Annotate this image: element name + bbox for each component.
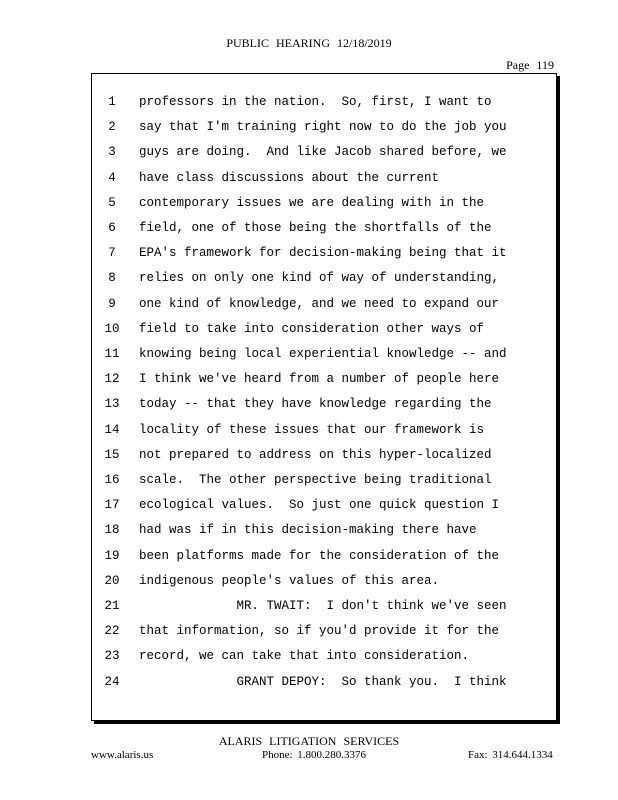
line-number: 5 [108,195,116,210]
transcript-line [92,644,556,669]
transcript-line [92,619,556,644]
line-text: field to take into consideration other ways of [139,321,485,336]
line-text: field, one of those being the shortfalls of the [139,221,492,235]
line-number: 4 [108,170,116,185]
line-text: guys are doing. And like Jacob shared before, we [139,145,507,160]
line-number: 20 [104,573,120,588]
line-number: 11 [104,347,120,361]
line-number: 19 [104,548,120,563]
line-text: say that I'm training right now to do the job you [139,120,507,135]
transcript-page-frame [91,73,557,721]
line-text: contemporary issues we are dealing with in the [139,195,485,210]
line-text: one kind of knowledge, and we need to expand our [139,296,500,311]
transcript-line [92,266,556,291]
transcript-line [92,418,556,443]
line-number: 3 [108,145,116,160]
transcript-line [92,468,556,493]
line-text: relies on only one kind of way of understanding, [139,271,500,286]
page-header-title: PUBLIC HEARING 12/18/2019 [226,36,392,50]
line-text: scale. The other perspective being traditional [139,473,492,487]
line-text: today -- that they have knowledge regarding the [139,397,492,412]
line-number: 12 [104,372,120,387]
line-text: record, we can take that into consideration. [139,649,470,664]
line-number: 13 [104,397,120,412]
line-text: had was if in this decision-making there have [139,523,477,538]
line-number: 2 [108,120,116,135]
transcript-line [92,594,556,619]
page-number: Page 119 [506,58,554,72]
line-text: EPA's framework for decision-making being that it [139,246,507,261]
footer-company: ALARIS LITIGATION SERVICES [218,734,400,748]
line-text: indigenous people's values of this area. [139,573,440,588]
line-text: GRANT DEPOY: So thank you. I think [139,674,507,689]
transcript-line [92,493,556,518]
line-number: 7 [108,246,116,261]
transcript-line [92,292,556,317]
transcript-line [92,115,556,140]
line-number: 10 [104,321,120,336]
line-text: I think we've heard from a number of people here [139,372,500,387]
line-text: that information, so if you'd provide it for the [139,624,500,639]
line-number: 15 [104,447,120,462]
transcript-line [92,216,556,241]
transcript-line [92,518,556,543]
line-text: not prepared to address on this hyper-localized [139,447,492,462]
line-number: 14 [104,422,120,437]
transcript-line [92,569,556,594]
footer-phone: Phone: 1.800.280.3376 [262,749,367,761]
transcript-line [92,342,556,367]
line-text: ecological values. So just one quick question I [139,498,500,513]
line-number: 24 [104,674,120,689]
line-number: 1 [108,95,116,109]
transcript-line [92,241,556,266]
line-number: 8 [108,271,116,286]
line-text: have class discussions about the current [139,170,440,185]
line-number: 21 [104,599,120,613]
transcript-line [92,443,556,468]
line-text: knowing being local experiential knowledge -- and [139,347,507,361]
transcript-line [92,140,556,165]
line-text: professors in the nation. So, first, I want to [139,95,492,109]
transcript-line [92,367,556,392]
transcript-line [92,670,556,695]
line-text: MR. TWAIT: I don't think we've seen [139,599,507,613]
line-number: 9 [108,296,116,311]
transcript-line [92,166,556,191]
footer-website: www.alaris.us [91,749,154,761]
line-text: been platforms made for the consideration of the [139,548,500,563]
line-text: locality of these issues that our framework is [139,422,485,437]
line-number: 22 [104,624,120,639]
line-number: 23 [104,649,120,664]
line-number: 16 [104,473,120,487]
transcript-line [92,317,556,342]
line-number: 18 [104,523,120,538]
transcript-line [92,90,556,115]
transcript-line [92,392,556,417]
transcript-line [92,191,556,216]
transcript-line [92,544,556,569]
line-number: 17 [104,498,120,513]
footer-fax: Fax: 314.644.1334 [468,749,553,761]
line-number: 6 [108,221,116,235]
